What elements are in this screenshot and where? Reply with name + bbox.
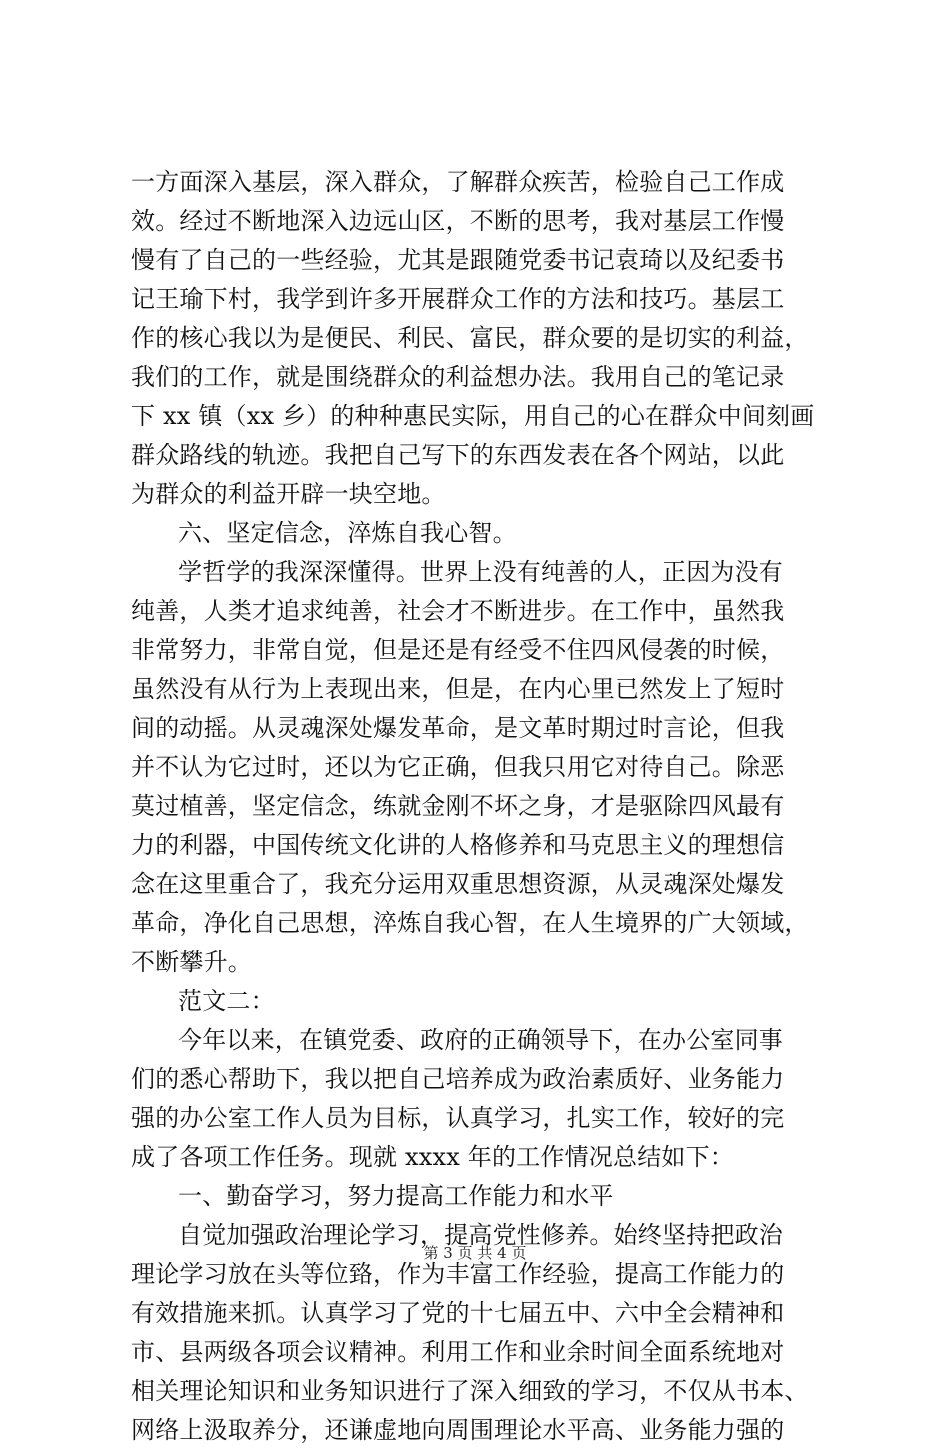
text-line: 成了各项工作任务。现就 xxxx 年的工作情况总结如下： bbox=[131, 1143, 734, 1171]
text-line: 非常努力，非常自觉，但是还是有经受不住四风侵袭的时候， bbox=[131, 636, 785, 664]
text-line: 效。经过不断地深入边远山区，不断的思考，我对基层工作慢 bbox=[131, 207, 785, 235]
text-line: 为群众的利益开辟一块空地。 bbox=[131, 480, 446, 508]
text-line: 念在这里重合了，我充分运用双重思想资源，从灵魂深处爆发 bbox=[131, 870, 785, 898]
text-line: 莫过植善，坚定信念，练就金刚不坏之身，才是驱除四风最有 bbox=[131, 792, 785, 820]
section-heading: 范文二： bbox=[178, 987, 275, 1015]
text-line: 不断攀升。 bbox=[131, 948, 252, 976]
text-line: 作的核心我以为是便民、利民、富民，群众要的是切实的利益， bbox=[131, 324, 809, 352]
text-line: 强的办公室工作人员为目标，认真学习，扎实工作，较好的完 bbox=[131, 1104, 785, 1132]
text-line: 市、县两级各项会议精神。利用工作和业余时间全面系统地对 bbox=[131, 1338, 785, 1366]
text-line: 力的利器，中国传统文化讲的人格修养和马克思主义的理想信 bbox=[131, 831, 785, 859]
text-line: 理论学习放在头等位臵，作为丰富工作经验，提高工作能力的 bbox=[131, 1260, 785, 1288]
page-number-footer: 第 3 页 共 4 页 bbox=[423, 1244, 527, 1262]
section-heading: 一、勤奋学习，努力提高工作能力和水平 bbox=[178, 1182, 614, 1210]
text-line: 并不认为它过时，还以为它正确，但我只用它对待自己。除恶 bbox=[131, 753, 785, 781]
paragraph-start-line: 今年以来，在镇党委、政府的正确领导下，在办公室同事 bbox=[178, 1026, 783, 1054]
text-line: 有效措施来抓。认真学习了党的十七届五中、六中全会精神和 bbox=[131, 1299, 785, 1327]
text-line: 下 xx 镇（xx 乡）的种种惠民实际，用自己的心在群众中间刻画 bbox=[131, 402, 815, 430]
text-line: 群众路线的轨迹。我把自己写下的东西发表在各个网站，以此 bbox=[131, 441, 785, 469]
paragraph-start-line: 自觉加强政治理论学习，提高党性修养。始终坚持把政治 bbox=[178, 1221, 783, 1249]
text-line: 间的动摇。从灵魂深处爆发革命，是文革时期过时言论，但我 bbox=[131, 714, 785, 742]
paragraph-start-line: 学哲学的我深深懂得。世界上没有纯善的人，正因为没有 bbox=[178, 558, 783, 586]
text-line: 虽然没有从行为上表现出来，但是，在内心里已然发上了短时 bbox=[131, 675, 785, 703]
text-line: 们的悉心帮助下，我以把自己培养成为政治素质好、业务能力 bbox=[131, 1065, 785, 1093]
text-line: 我们的工作，就是围绕群众的利益想办法。我用自己的笔记录 bbox=[131, 363, 785, 391]
text-line: 网络上汲取养分，还谦虚地向周围理论水平高、业务能力强的 bbox=[131, 1416, 785, 1444]
text-line: 一方面深入基层，深入群众，了解群众疾苦，检验自己工作成 bbox=[131, 168, 785, 196]
text-line: 革命，净化自己思想，淬炼自我心智，在人生境界的广大领域， bbox=[131, 909, 809, 937]
text-line: 相关理论知识和业务知识进行了深入细致的学习，不仅从书本、 bbox=[131, 1377, 809, 1405]
text-line: 慢有了自己的一些经验，尤其是跟随党委书记袁琦以及纪委书 bbox=[131, 246, 785, 274]
section-heading: 六、坚定信念，淬炼自我心智。 bbox=[178, 519, 517, 547]
text-line: 记王瑜下村，我学到许多开展群众工作的方法和技巧。基层工 bbox=[131, 285, 785, 313]
text-line: 纯善，人类才追求纯善，社会才不断进步。在工作中，虽然我 bbox=[131, 597, 785, 625]
